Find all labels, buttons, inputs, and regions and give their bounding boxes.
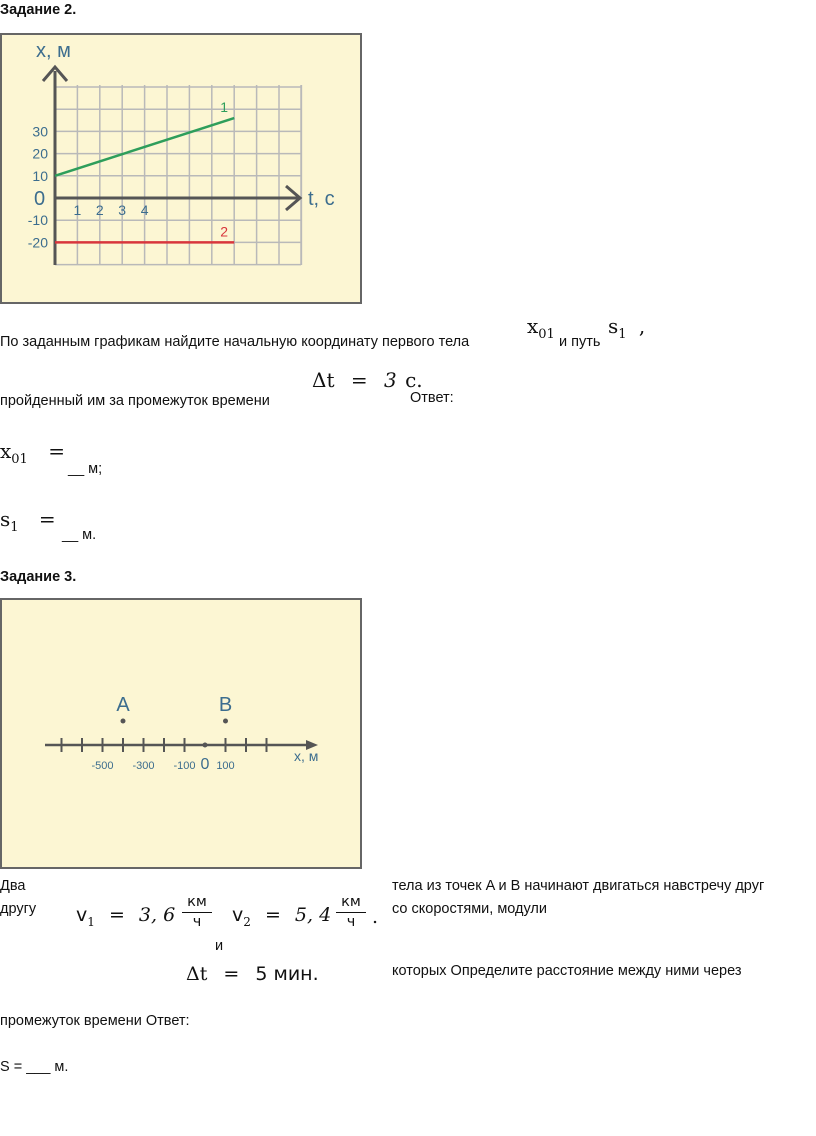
task3-text-dva: Два — [0, 878, 26, 894]
answer-x01-blank[interactable]: __ м; — [68, 461, 103, 477]
y-tick-label: 20 — [32, 145, 48, 162]
y-axis-label: x, м — [36, 40, 71, 62]
v2-period: . — [372, 906, 379, 928]
y-tick-label: -10 — [27, 212, 48, 229]
task2-and-path-text: и путь — [559, 334, 601, 350]
task3-text-and: и — [215, 938, 224, 954]
position-time-chart — [2, 35, 360, 302]
point-B-label: B — [218, 694, 233, 716]
task2-question-text: По заданным графикам найдите начальную координату первого тела — [0, 334, 470, 350]
x-axis-label: t, с — [308, 188, 335, 210]
x-tick-label: 3 — [118, 202, 127, 218]
point-A-dot — [121, 719, 126, 724]
task3-text-right-3: которых Определите расстояние между ними через — [392, 963, 742, 979]
x-tick-label: 4 — [140, 202, 149, 218]
dt-5min-formula: Δt = 5 мин. — [186, 963, 319, 985]
task3-answer[interactable]: S = ___ м. — [0, 1059, 69, 1075]
axis-name-label: x, м — [294, 748, 319, 764]
task2-figure — [0, 33, 362, 304]
task2-question-text-2: пройденный им за промежуток времени — [0, 393, 270, 409]
answer-s1-blank[interactable]: __ м. — [62, 527, 97, 543]
axis-tick-label: -500 — [91, 760, 114, 772]
y-tick-label: 10 — [32, 167, 48, 184]
v2-unit-fraction: км ч — [336, 894, 366, 930]
answer-x01-formula: $x_{01}$ = — [0, 439, 65, 467]
axis-tick-label: -100 — [173, 760, 196, 772]
x-tick-label: 2 — [95, 202, 104, 218]
task3-figure — [0, 598, 362, 869]
axis-tick-label: 100 — [216, 760, 235, 772]
task3-text-right-2: со скоростями, модули — [392, 901, 547, 917]
x-tick-label: 1 — [73, 202, 82, 218]
point-B-dot — [223, 719, 228, 724]
coordinate-axis — [2, 600, 360, 867]
task3-text-drugu: другу — [0, 901, 37, 917]
origin-dot — [203, 743, 208, 748]
task2-answer-label: Ответ: — [410, 390, 454, 406]
task2-heading: Задание 2. — [0, 2, 77, 18]
task3-heading: Задание 3. — [0, 569, 77, 585]
axis-origin-label: 0 — [200, 756, 210, 773]
y-tick-label: 30 — [32, 123, 48, 140]
answer-s1-formula: $s_1$ = — [0, 507, 56, 535]
x01-formula: $x_{01}$ — [527, 314, 555, 342]
s1-formula: $s_1$ , — [608, 314, 646, 342]
v1-formula: $v_1 = 3$, 6 — [76, 904, 176, 929]
task3-text-interval: промежуток времени Ответ: — [0, 1013, 190, 1029]
task3-text-right-1: тела из точек A и B начинают двигаться навстречу друг — [392, 878, 765, 894]
v1-unit-fraction: км ч — [182, 894, 212, 930]
origin-label: 0 — [34, 188, 46, 210]
dt-formula: Δt = 3 с. — [312, 368, 423, 392]
point-A-label: A — [116, 694, 130, 716]
series-label-1: 1 — [220, 99, 229, 116]
v2-formula: $v_2 = 5$, 4 — [232, 904, 332, 929]
axis-tick-label: -300 — [132, 760, 155, 772]
chart-grid — [55, 85, 301, 265]
y-tick-label: -20 — [27, 234, 48, 251]
series-label-2: 2 — [220, 223, 229, 240]
